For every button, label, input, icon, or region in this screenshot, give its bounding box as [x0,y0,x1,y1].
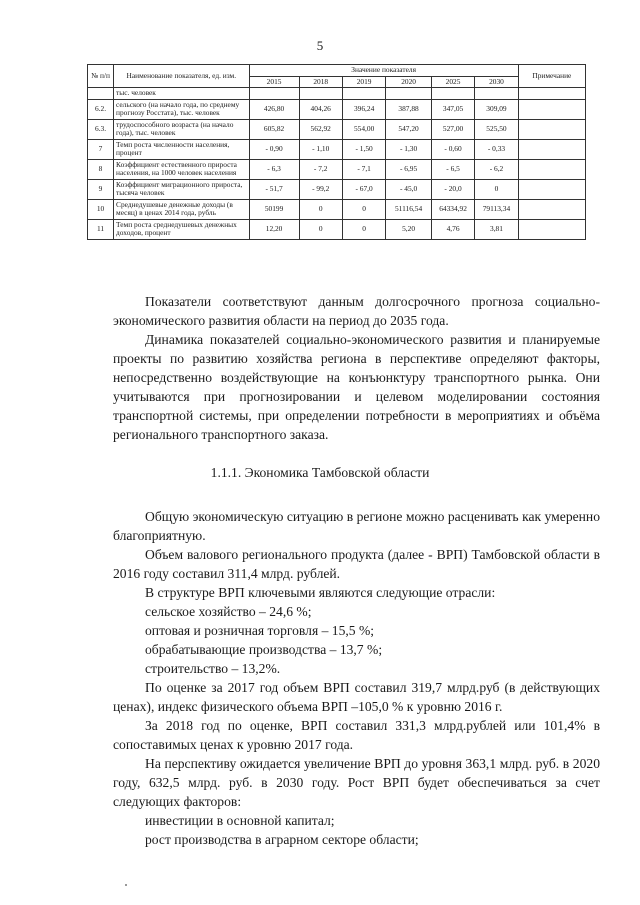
value-cell: - 1,30 [386,139,432,159]
row-number: 10 [88,199,114,219]
value-cell: - 1,50 [342,139,385,159]
list-item: рост производства в аграрном секторе области; [145,832,419,847]
paragraph: В структуре ВРП ключевыми являются следующие отрасли: [145,585,496,600]
value-cell: 4,76 [431,219,474,239]
paragraph: На перспективу ожидается увеличение ВРП до уровня 363,1 млрд. руб. в 2020 году, 632,5 млрд. руб. в 2030 году. Рост ВРП будет обеспечиваться за счет следующих факторов: [113,756,600,809]
value-cell: - 0,60 [431,139,474,159]
value-cell: - 6,95 [386,159,432,179]
table-row [88,99,586,119]
row-number: 8 [88,159,114,179]
list-item: оптовая и розничная торговля – 15,5 %; [145,623,375,638]
scan-speck [125,884,127,886]
value-cell: 0 [475,179,518,199]
header-note: Примечание [518,65,585,88]
value-cell: 0 [299,199,342,219]
list-item: инвестиции в основной капитал; [145,813,335,828]
note-cell [518,139,585,159]
value-cell: 547,20 [386,119,432,139]
value-cell: 404,26 [299,99,342,119]
note-cell [518,199,585,219]
value-cell: - 45,0 [386,179,432,199]
header-year: 2019 [342,76,385,88]
value-cell: 50199 [249,199,299,219]
value-cell: - 6,3 [249,159,299,179]
list-item: обрабатывающие производства – 13,7 %; [145,642,383,657]
value-cell [386,88,432,100]
note-cell [518,179,585,199]
section-intro [113,292,600,444]
note-cell [518,119,585,139]
value-cell [431,88,474,100]
header-year: 2030 [475,76,518,88]
row-name: Коэффициент миграционного прироста, тысяча человек [114,179,250,199]
paragraph: Общую экономическую ситуацию в регионе можно расценивать как умеренно благоприятную. [113,509,600,543]
value-cell: - 1,10 [299,139,342,159]
paragraph: Показатели соответствуют данным долгосрочного прогноза социально-экономического развития области на период до 2035 года. [113,294,600,328]
value-cell [249,88,299,100]
row-name: сельского (на начало года, по среднему прогнозу Росстата), тыс. человек [114,99,250,119]
header-year: 2015 [249,76,299,88]
row-name: трудоспособного возраста (на начало года), тыс. человек [114,119,250,139]
header-year: 2025 [431,76,474,88]
header-year: 2018 [299,76,342,88]
value-cell: 309,09 [475,99,518,119]
row-name: Темп роста численности населения, процент [114,139,250,159]
value-cell: - 51,7 [249,179,299,199]
row-name: Темп роста среднедушевых денежных доходов, процент [114,219,250,239]
value-cell [475,88,518,100]
row-number: 7 [88,139,114,159]
value-cell: 527,00 [431,119,474,139]
paragraph: Динамика показателей социально-экономического развития и планируемые проекты по развитию хозяйства региона в перспективе определяют факторы, непосредственно воздействующие на конъюнктуру транспортного рынка. Они учитываются при прогнозировании и целевом моделировании состояния транспортной системы, при определении потребности в мероприятиях и объёма регионального транспортного заказа. [113,332,600,442]
value-cell: 64334,92 [431,199,474,219]
list-item: строительство – 13,2%. [145,661,281,676]
value-cell: 0 [342,199,385,219]
paragraph: За 2018 год по оценке, ВРП составил 331,3 млрд.рублей или 101,4% в сопоставимых ценах к уровню 2017 года. [113,718,600,752]
value-cell: 605,82 [249,119,299,139]
note-cell [518,159,585,179]
header-values: Значение показателя [249,65,518,77]
paragraph: По оценке за 2017 год объем ВРП составил 319,7 млрд.руб (в действующих ценах), индекс физического объема ВРП –105,0 % к уровню 2016 г. [113,680,600,714]
value-cell: - 0,90 [249,139,299,159]
value-cell: 525,50 [475,119,518,139]
row-number [88,88,114,100]
table-row [88,88,586,100]
value-cell: - 0,33 [475,139,518,159]
header-name: Наименование показателя, ед. изм. [114,65,250,88]
header-year: 2020 [386,76,432,88]
note-cell [518,99,585,119]
value-cell: - 6,5 [431,159,474,179]
row-number: 6.2. [88,99,114,119]
value-cell: 426,80 [249,99,299,119]
value-cell: 396,24 [342,99,385,119]
value-cell: - 6,2 [475,159,518,179]
table-row [88,199,586,219]
value-cell: 0 [299,219,342,239]
value-cell [299,88,342,100]
value-cell: 51116,54 [386,199,432,219]
list-item: сельское хозяйство – 24,6 %; [145,604,312,619]
row-name: Среднедушевые денежные доходы (в месяц) в ценах 2014 года, рубль [114,199,250,219]
row-name: Коэффициент естественного прироста населения, на 1000 человек населения [114,159,250,179]
value-cell: - 67,0 [342,179,385,199]
value-cell: 12,20 [249,219,299,239]
value-cell [342,88,385,100]
value-cell: - 7,1 [342,159,385,179]
value-cell: - 20,0 [431,179,474,199]
value-cell: 347,05 [431,99,474,119]
value-cell: 554,00 [342,119,385,139]
table-row [88,119,586,139]
value-cell: - 99,2 [299,179,342,199]
header-num: № п/п [88,65,114,88]
row-number: 6.3. [88,119,114,139]
page-number: 5 [316,38,324,53]
value-cell: - 7,2 [299,159,342,179]
value-cell: 3,81 [475,219,518,239]
row-number: 9 [88,179,114,199]
table-row [88,139,586,159]
section-heading: 1.1.1. Экономика Тамбовской области [210,465,430,480]
value-cell: 562,92 [299,119,342,139]
note-cell [518,219,585,239]
row-number: 11 [88,219,114,239]
value-cell: 5,20 [386,219,432,239]
note-cell [518,88,585,100]
value-cell: 387,88 [386,99,432,119]
indicators-table [87,64,586,240]
value-cell: 79113,34 [475,199,518,219]
table-row [88,219,586,239]
paragraph: Объем валового регионального продукта (далее - ВРП) Тамбовской области в 2016 году составил 311,4 млрд. рублей. [113,547,600,581]
table-row [88,179,586,199]
row-name: тыс. человек [114,88,250,100]
table-row [88,159,586,179]
section-economy [113,507,600,849]
value-cell: 0 [342,219,385,239]
